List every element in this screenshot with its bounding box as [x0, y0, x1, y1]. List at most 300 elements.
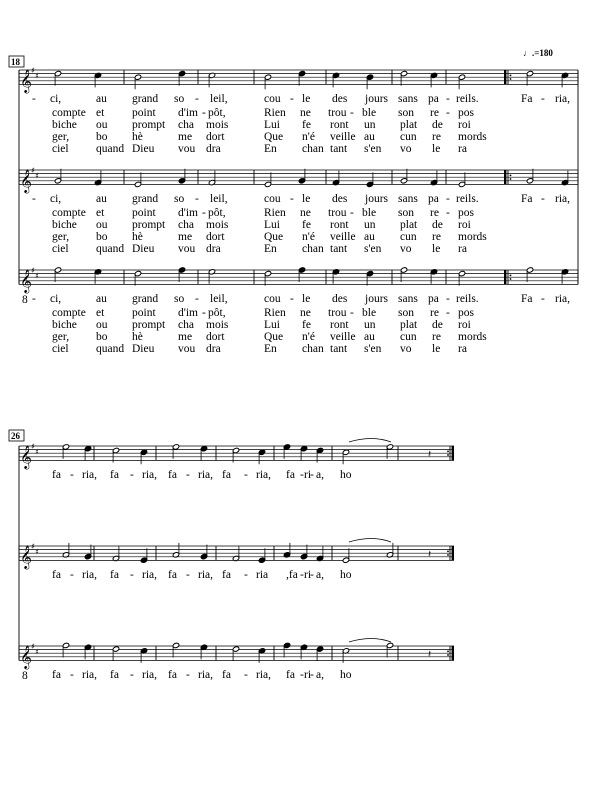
lyric-syllable: ria, — [256, 669, 272, 681]
quarter-note — [140, 548, 147, 563]
lyric-syllable: - — [244, 469, 248, 481]
half-note — [172, 543, 179, 558]
quarter-note — [366, 172, 373, 187]
lyric-syllable: fa — [52, 469, 61, 481]
quarter-note — [94, 72, 101, 87]
lyric-syllable: mords — [458, 131, 487, 143]
lyric-syllable: veille — [330, 231, 356, 243]
tie — [349, 439, 391, 443]
quarter-note — [430, 171, 437, 186]
lyric-syllable: Que — [264, 231, 284, 243]
lyric-syllable: ria, — [82, 469, 98, 481]
quarter-note — [298, 169, 305, 184]
lyric-syllable: cun — [400, 231, 417, 243]
lyric-syllable: ger, — [52, 331, 70, 343]
lyric-syllable: leil, — [210, 93, 228, 105]
quarter-rest-icon: 𝄽 — [428, 448, 432, 460]
quarter-note — [94, 171, 101, 186]
lyric-syllable: fa — [222, 569, 231, 581]
lyric-syllable: pôt, — [208, 307, 226, 319]
lyric-syllable: ra — [458, 243, 467, 255]
half-note — [400, 169, 407, 184]
lyric-syllable: biche — [52, 219, 77, 231]
lyric-syllable: dort — [206, 231, 225, 243]
lyric-syllable: mois — [206, 219, 229, 231]
quarter-note — [430, 72, 437, 87]
lyric-syllable: - — [32, 193, 36, 205]
lyric-syllable: des — [332, 293, 348, 305]
lyric-syllable: dra — [206, 243, 221, 255]
lyric-syllable: cha — [178, 119, 194, 131]
lyric-syllable: au — [364, 231, 375, 243]
lyric-syllable: compte — [52, 207, 86, 219]
lyric-syllable: ne — [300, 107, 311, 119]
quarter-note — [561, 171, 568, 186]
half-note — [112, 546, 119, 561]
lyric-syllable: - — [446, 107, 450, 119]
lyric-syllable: vou — [178, 243, 196, 255]
measure-number-box-2 — [9, 430, 24, 441]
lyric-syllable: n'é — [302, 131, 315, 143]
lyric-syllable: - — [290, 293, 294, 305]
lyric-syllable: ria, — [142, 469, 158, 481]
lyric-syllable: fa — [110, 569, 119, 581]
lyric-syllable: - — [130, 569, 134, 581]
half-note — [208, 72, 215, 87]
lyric-syllable: chan — [302, 243, 324, 255]
lyric-syllable: a, — [316, 469, 324, 481]
lyric-syllable: fa — [110, 469, 119, 481]
notation-layer — [19, 66, 578, 669]
lyric-syllable: En — [264, 243, 277, 255]
quarter-note — [366, 270, 373, 285]
lyric-syllable: - — [70, 669, 74, 681]
lyric-syllable: fa — [52, 569, 61, 581]
lyric-syllable: me — [178, 131, 193, 143]
lyric-syllable: ne — [300, 207, 311, 219]
lyric-syllable: roi — [458, 119, 471, 131]
lyric-syllable: - — [195, 93, 199, 105]
sharp-icon: ♯ — [31, 66, 35, 75]
lyric-syllable: cun — [400, 331, 417, 343]
lyric-syllable: ou — [96, 119, 108, 131]
lyric-syllable: a, — [316, 669, 324, 681]
lyric-syllable: n'é — [302, 231, 315, 243]
repeat-dot — [447, 454, 449, 456]
lyric-syllable: et — [96, 207, 105, 219]
lyric-syllable: point — [132, 307, 156, 319]
half-note — [400, 70, 407, 85]
lyric-syllable: son — [398, 107, 414, 119]
lyric-syllable: ront — [330, 219, 349, 231]
lyric-syllable: grand — [132, 293, 159, 305]
lyric-syllable: me — [178, 231, 193, 243]
lyric-syllable: ria, — [555, 193, 571, 205]
lyric-syllable: s'en — [364, 243, 382, 255]
lyric-syllable: de — [432, 319, 443, 331]
lyric-syllable: ne — [300, 307, 311, 319]
treble-clef-icon: 𝄞 — [20, 644, 32, 669]
tie — [349, 539, 391, 543]
lyric-syllable: - — [541, 93, 545, 105]
repeat-thick-bar — [452, 546, 454, 560]
lyric-syllable: - — [446, 293, 450, 305]
lyric-syllable: quand — [96, 143, 125, 155]
lyric-syllable: ou — [96, 319, 108, 331]
half-note — [208, 269, 215, 284]
half-note — [54, 70, 61, 85]
lyric-syllable: me — [178, 331, 193, 343]
lyric-syllable: son — [398, 207, 414, 219]
lyric-syllable: un — [364, 219, 376, 231]
quarter-rest-icon: 𝄽 — [428, 548, 432, 560]
lyric-syllable: Fa — [521, 193, 533, 205]
quarter-note — [561, 72, 568, 87]
lyric-syllable: roi — [458, 319, 471, 331]
sharp-icon: ♯ — [35, 71, 39, 81]
quarter-note — [178, 267, 185, 282]
lyric-syllable: biche — [52, 319, 77, 331]
lyric-syllable: - — [446, 307, 450, 319]
lyric-syllable: pôt, — [208, 207, 226, 219]
half-note — [62, 543, 69, 558]
lyric-syllable: ria, — [256, 469, 272, 481]
repeat-dot — [510, 278, 512, 280]
quarter-note — [283, 543, 290, 558]
lyric-syllable: ri — [304, 569, 312, 581]
lyric-syllable: prompt — [132, 319, 166, 331]
lyric-syllable: ou — [96, 219, 108, 231]
lyric-syllable: ci, — [50, 193, 62, 205]
quarter-note — [332, 269, 339, 284]
lyric-syllable: quand — [96, 343, 125, 355]
lyric-syllable: tant — [330, 143, 348, 155]
lyric-syllable: - — [70, 469, 74, 481]
lyric-syllable: dra — [206, 343, 221, 355]
tie — [349, 639, 391, 643]
sharp-icon: ♯ — [31, 642, 35, 651]
lyric-syllable: - — [541, 293, 545, 305]
lyric-syllable: ci, — [50, 293, 62, 305]
octave-eight-marker: 8 — [22, 670, 28, 682]
lyric-syllable: ri — [304, 669, 312, 681]
half-note — [526, 169, 533, 184]
lyric-syllable: Dieu — [132, 243, 155, 255]
lyric-syllable: vou — [178, 143, 196, 155]
lyric-syllable: dort — [206, 331, 225, 343]
lyric-syllable: re — [430, 207, 439, 219]
lyric-syllable: Fa — [521, 93, 533, 105]
lyric-syllable: - — [310, 569, 314, 581]
lyric-syllable: vo — [400, 143, 412, 155]
half-note — [342, 548, 349, 563]
treble-clef-icon: 𝄞 — [20, 168, 32, 193]
lyric-syllable: - — [202, 307, 206, 319]
half-note — [264, 74, 271, 89]
lyric-syllable: et — [96, 107, 105, 119]
lyric-syllable: Rien — [264, 107, 286, 119]
lyric-syllable: le — [432, 343, 441, 355]
lyric-syllable: au — [96, 293, 107, 305]
lyric-syllable: chan — [302, 143, 324, 155]
lyric-syllable: Que — [264, 131, 284, 143]
lyric-syllable: compte — [52, 107, 86, 119]
quarter-note — [178, 169, 185, 184]
quarter-note — [94, 269, 101, 284]
lyric-syllable: trou — [328, 307, 347, 319]
lyric-syllable: - — [446, 193, 450, 205]
half-note — [54, 169, 61, 184]
lyric-syllable: sans — [398, 93, 418, 105]
lyrics-layer — [22, 93, 570, 682]
lyric-syllable: hè — [132, 131, 143, 143]
lyric-syllable: jours — [365, 193, 388, 205]
lyric-syllable: le — [432, 243, 441, 255]
lyric-syllable: mois — [206, 319, 229, 331]
lyric-syllable: so — [174, 193, 185, 205]
lyric-syllable: ble — [362, 307, 377, 319]
half-note — [134, 74, 141, 89]
lyric-syllable: de — [432, 119, 443, 131]
lyric-syllable: compte — [52, 307, 86, 319]
lyric-syllable: point — [132, 207, 156, 219]
lyric-syllable: ra — [458, 343, 467, 355]
measure-number-box-1 — [9, 56, 24, 67]
repeat-dot — [510, 275, 512, 277]
lyric-syllable: fa — [110, 669, 119, 681]
quarter-note — [200, 545, 207, 560]
lyric-syllable: - — [186, 569, 190, 581]
lyric-syllable: cou — [264, 193, 281, 205]
lyric-syllable: fa — [222, 469, 231, 481]
lyric-syllable: cha — [178, 219, 194, 231]
lyric-syllable: fe — [302, 219, 311, 231]
lyric-syllable: cou — [264, 93, 281, 105]
lyric-syllable: so — [174, 93, 185, 105]
lyric-syllable: au — [96, 93, 107, 105]
quarter-note — [178, 70, 185, 85]
lyric-syllable: ront — [330, 319, 349, 331]
lyric-syllable: ho — [340, 669, 352, 681]
repeat-dot — [510, 75, 512, 77]
lyric-syllable: ho — [340, 569, 352, 581]
lyric-syllable: - — [32, 93, 36, 105]
lyric-syllable: le — [302, 293, 311, 305]
lyric-syllable: mords — [458, 231, 487, 243]
half-note — [134, 270, 141, 285]
lyric-syllable: reils. — [456, 93, 479, 105]
lyric-syllable: dra — [206, 143, 221, 155]
lyric-syllable: point — [132, 107, 156, 119]
half-note — [458, 74, 465, 89]
repeat-thick-bar — [452, 646, 454, 660]
lyric-syllable: des — [332, 93, 348, 105]
half-note — [208, 171, 215, 186]
half-note — [400, 267, 407, 282]
lyric-syllable: ble — [362, 107, 377, 119]
lyric-syllable: grand — [132, 93, 159, 105]
lyric-syllable: Rien — [264, 207, 286, 219]
lyric-syllable: plat — [400, 319, 418, 331]
repeat-dot — [510, 178, 512, 180]
lyric-syllable: biche — [52, 119, 77, 131]
lyric-syllable: fa — [168, 469, 177, 481]
lyric-syllable: au — [96, 193, 107, 205]
treble-clef-icon: 𝄞 — [20, 444, 32, 469]
lyric-syllable: et — [96, 307, 105, 319]
lyric-syllable: ciel — [52, 143, 69, 155]
half-note — [458, 270, 465, 285]
lyric-syllable: ront — [330, 119, 349, 131]
lyric-syllable: reils. — [456, 193, 479, 205]
repeat-dot — [510, 78, 512, 80]
lyric-syllable: re — [432, 331, 441, 343]
lyric-syllable: re — [432, 131, 441, 143]
lyric-syllable: ria, — [198, 669, 214, 681]
lyric-syllable: - — [244, 669, 248, 681]
lyric-syllable: ci, — [50, 93, 62, 105]
lyric-syllable: le — [302, 93, 311, 105]
treble-clef-icon: 𝄞 — [20, 268, 32, 293]
lyric-syllable: veille — [330, 331, 356, 343]
lyric-syllable: ria, — [142, 569, 158, 581]
lyric-syllable: ciel — [52, 243, 69, 255]
lyric-syllable: - — [300, 469, 304, 481]
lyric-syllable: ger, — [52, 231, 70, 243]
lyric-syllable: ble — [362, 207, 377, 219]
lyric-syllable: ria, — [82, 669, 98, 681]
lyric-syllable: fa — [168, 569, 177, 581]
lyric-syllable: - — [300, 569, 304, 581]
lyric-syllable: ria, — [142, 669, 158, 681]
sharp-icon: ♯ — [31, 266, 35, 275]
lyric-syllable: chan — [302, 343, 324, 355]
treble-clef-icon: 𝄞 — [20, 544, 32, 569]
lyric-syllable: - — [290, 93, 294, 105]
quarter-note — [316, 546, 323, 561]
lyric-syllable: - — [541, 193, 545, 205]
lyric-syllable: Lui — [264, 319, 280, 331]
lyric-syllable: so — [174, 293, 185, 305]
lyric-syllable: En — [264, 143, 277, 155]
repeat-thick-bar — [504, 170, 506, 184]
lyric-syllable: fa — [222, 669, 231, 681]
half-note — [526, 267, 533, 282]
lyric-syllable: cun — [400, 131, 417, 143]
lyric-syllable: ria — [256, 569, 269, 581]
lyric-syllable: bo — [96, 331, 108, 343]
lyric-syllable: - — [202, 207, 206, 219]
lyric-syllable: ciel — [52, 343, 69, 355]
lyric-syllable: bo — [96, 131, 108, 143]
lyric-syllable: - — [202, 107, 206, 119]
lyric-syllable: trou — [328, 107, 347, 119]
sharp-icon: ♯ — [35, 547, 39, 557]
lyric-syllable: s'en — [364, 143, 382, 155]
lyric-syllable: sans — [398, 293, 418, 305]
lyric-syllable: pa — [428, 93, 439, 105]
sharp-icon: ♯ — [31, 442, 35, 451]
lyric-syllable: s'en — [364, 343, 382, 355]
lyric-syllable: ho — [340, 469, 352, 481]
lyric-syllable: au — [364, 131, 375, 143]
quarter-note — [332, 72, 339, 87]
sharp-icon: ♯ — [35, 171, 39, 181]
lyric-syllable: tant — [330, 343, 348, 355]
lyric-syllable: - — [300, 669, 304, 681]
quarter-note — [561, 269, 568, 284]
quarter-note — [298, 70, 305, 85]
lyric-syllable: ria, — [198, 569, 214, 581]
sharp-icon: ♯ — [35, 271, 39, 281]
repeat-dot — [447, 554, 449, 556]
lyric-syllable: pos — [458, 207, 474, 219]
lyric-syllable: Fa — [521, 293, 533, 305]
sharp-icon: ♯ — [35, 447, 39, 457]
quarter-note — [300, 545, 307, 560]
lyric-syllable: ger, — [52, 131, 70, 143]
lyric-syllable: - — [186, 469, 190, 481]
lyric-syllable: ri — [304, 469, 312, 481]
lyric-syllable: re — [430, 307, 439, 319]
lyric-syllable: ra — [458, 143, 467, 155]
lyric-syllable: jours — [365, 93, 388, 105]
lyric-syllable: plat — [400, 119, 418, 131]
lyric-syllable: jours — [365, 293, 388, 305]
lyric-syllable: a, — [316, 569, 324, 581]
repeat-thick-bar — [504, 70, 506, 84]
lyric-syllable: trou — [328, 207, 347, 219]
half-note — [134, 172, 141, 187]
lyric-syllable: - — [70, 569, 74, 581]
lyric-syllable: cha — [178, 319, 194, 331]
lyric-syllable: pôt, — [208, 107, 226, 119]
half-note — [526, 70, 533, 85]
lyric-syllable: - — [130, 469, 134, 481]
lyric-syllable: fa — [286, 669, 295, 681]
treble-clef-icon: 𝄞 — [20, 68, 32, 93]
lyric-syllable: pos — [458, 107, 474, 119]
half-note — [264, 270, 271, 285]
octave-eight-marker: 8 — [22, 294, 28, 306]
lyric-syllable: ria, — [555, 93, 571, 105]
lyric-syllable: pa — [428, 193, 439, 205]
repeat-dot — [510, 175, 512, 177]
lyric-syllable: - — [310, 669, 314, 681]
half-note — [458, 172, 465, 187]
repeat-dot — [447, 651, 449, 653]
lyric-syllable: hè — [132, 231, 143, 243]
lyric-syllable: cou — [264, 293, 281, 305]
lyric-syllable: - — [350, 307, 354, 319]
lyric-syllable: quand — [96, 243, 125, 255]
lyric-syllable: reils. — [456, 293, 479, 305]
measure-number-18: 18 — [11, 57, 20, 67]
lyric-syllable: - — [310, 469, 314, 481]
lyric-syllable: d'im — [178, 307, 198, 319]
lyric-syllable: d'im — [178, 107, 198, 119]
lyric-syllable: fa — [286, 469, 295, 481]
lyric-syllable: veille — [330, 131, 356, 143]
lyric-syllable: fa — [168, 669, 177, 681]
lyric-syllable: fe — [302, 319, 311, 331]
lyric-syllable: plat — [400, 219, 418, 231]
lyric-syllable: le — [302, 193, 311, 205]
lyric-syllable: pos — [458, 307, 474, 319]
lyric-syllable: - — [186, 669, 190, 681]
sharp-icon: ♯ — [35, 647, 39, 657]
lyric-syllable: Lui — [264, 119, 280, 131]
